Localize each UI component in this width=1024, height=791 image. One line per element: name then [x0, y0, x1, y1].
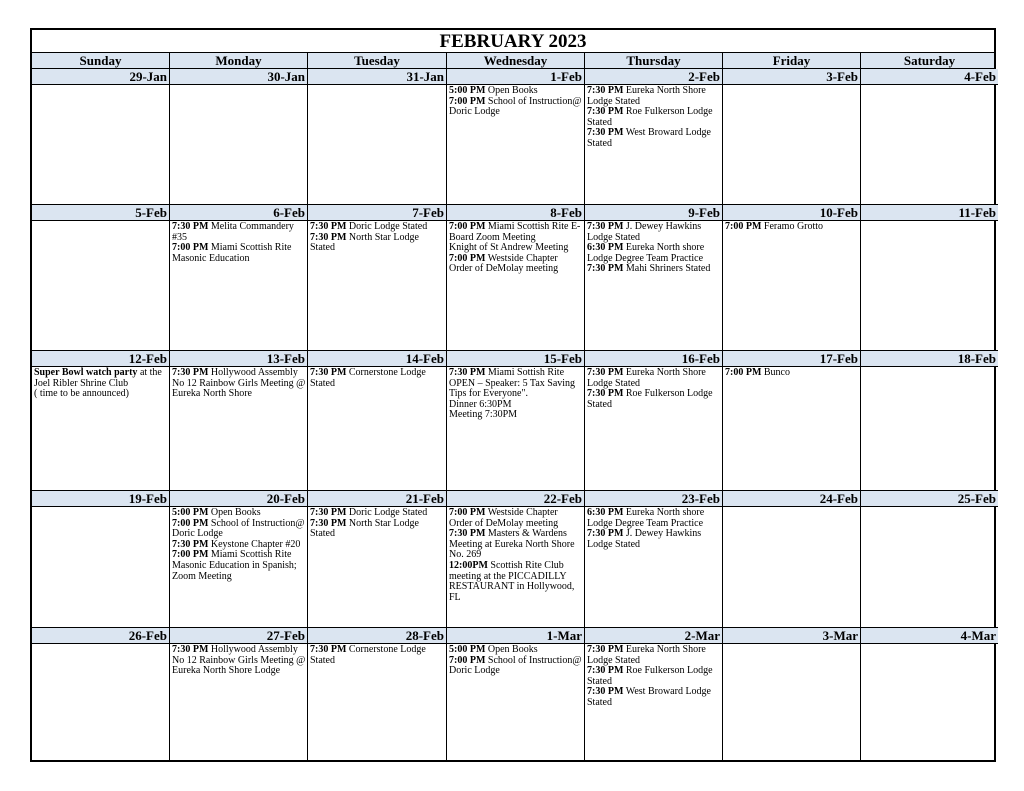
day-cell[interactable] — [447, 491, 585, 628]
day-cell[interactable] — [861, 351, 998, 491]
day-events — [585, 85, 722, 150]
event-item — [172, 243, 306, 264]
day-events — [170, 644, 307, 677]
day-cell[interactable] — [170, 205, 308, 351]
event-text: Roe Fulkerson Lodge Stated — [587, 665, 713, 687]
day-date: 27-Feb — [170, 628, 307, 644]
event-time: 7:30 PM — [587, 221, 624, 232]
event-item — [587, 529, 721, 550]
event-text: Hollywood Assembly No 12 Rainbow Girls Meeting @ Eureka North Shore — [172, 367, 306, 400]
event-time: 5:00 PM — [449, 644, 486, 655]
day-date: 16-Feb — [585, 351, 722, 367]
day-events — [32, 85, 169, 86]
weekday-wednesday: Wednesday — [447, 53, 585, 68]
event-item — [449, 222, 583, 243]
event-text: Knight of St Andrew Meeting — [449, 242, 569, 254]
event-item — [310, 233, 445, 254]
week-row — [32, 69, 994, 205]
event-text: Bunco — [761, 367, 790, 378]
event-item — [449, 656, 583, 677]
event-time: 7:30 PM — [310, 644, 347, 655]
day-date: 4-Feb — [861, 69, 998, 85]
weekday-saturday: Saturday — [903, 53, 956, 68]
day-cell[interactable] — [170, 351, 308, 491]
event-item — [449, 508, 583, 529]
event-time: 7:30 PM — [310, 367, 347, 378]
week-row — [32, 351, 994, 491]
week-row — [32, 628, 994, 762]
event-time: 6:30 PM — [587, 507, 624, 518]
event-text: West Broward Lodge Stated — [587, 686, 711, 708]
event-time: 7:30 PM — [172, 644, 209, 655]
event-item — [449, 529, 583, 561]
day-events — [723, 85, 860, 86]
day-events — [585, 644, 722, 709]
day-cell[interactable] — [723, 205, 861, 351]
day-date: 23-Feb — [585, 491, 722, 507]
event-text: Eureka North shore Lodge Degree Team Practice — [587, 507, 705, 529]
day-events — [170, 507, 307, 582]
event-text: North Star Lodge Stated — [310, 517, 419, 540]
event-time: 7:00 PM — [449, 221, 486, 232]
day-cell[interactable] — [585, 69, 723, 205]
event-time: 7:00 PM — [449, 654, 486, 666]
event-time: 7:00 PM — [725, 367, 762, 378]
event-time: 7:00 PM — [172, 549, 209, 561]
weekday-header-row — [32, 53, 994, 69]
event-text: Miami Scottish Rite Masonic Education — [172, 242, 292, 264]
day-cell[interactable] — [723, 69, 861, 205]
event-item — [587, 264, 721, 275]
day-events — [308, 367, 446, 389]
day-date: 30-Jan — [170, 69, 307, 85]
event-text: Doric Lodge Stated — [346, 221, 428, 232]
day-date: 26-Feb — [32, 628, 169, 644]
day-events — [170, 221, 307, 264]
day-cell[interactable] — [32, 69, 170, 205]
day-events — [447, 367, 584, 421]
day-events — [723, 507, 860, 508]
day-date: 18-Feb — [861, 351, 998, 367]
day-cell[interactable] — [308, 628, 447, 762]
day-cell[interactable] — [170, 628, 308, 762]
event-text: Dinner 6:30PM — [449, 398, 512, 410]
event-text: ( time to be announced) — [34, 388, 129, 400]
day-date: 25-Feb — [861, 491, 998, 507]
event-time: 5:00 PM — [449, 85, 486, 96]
day-events — [308, 85, 446, 86]
event-item — [449, 97, 583, 118]
day-cell[interactable] — [32, 205, 170, 351]
event-time: 7:30 PM — [449, 528, 486, 540]
weekday-sunday: Sunday — [32, 53, 170, 68]
day-cell[interactable] — [861, 628, 998, 762]
event-item — [587, 128, 721, 149]
day-date: 21-Feb — [308, 491, 446, 507]
event-text: J. Dewey Hawkins Lodge Stated — [587, 221, 702, 243]
event-time: 7:00 PM — [449, 507, 486, 518]
event-item — [587, 508, 721, 529]
event-time: 7:00 PM — [172, 517, 209, 529]
event-time: 7:30 PM — [172, 221, 209, 232]
event-text: Meeting 7:30PM — [449, 409, 518, 421]
day-date: 8-Feb — [447, 205, 584, 221]
event-text: Westside Chapter Order of DeMolay meeting — [449, 252, 559, 275]
event-text: Hollywood Assembly No 12 Rainbow Girls Meeting @ Eureka North Shore Lodge — [172, 644, 306, 677]
day-events — [170, 367, 307, 400]
event-time: 7:30 PM — [172, 367, 209, 378]
day-events — [447, 507, 584, 603]
day-events — [32, 221, 169, 222]
event-text: North Star Lodge Stated — [310, 231, 419, 254]
event-item — [587, 107, 721, 128]
event-item — [725, 222, 859, 233]
event-text: Miami Scottish Rite E-Board Zoom Meeting — [449, 221, 581, 243]
day-date: 14-Feb — [308, 351, 446, 367]
event-text: Roe Fulkerson Lodge Stated — [587, 106, 713, 128]
day-events — [585, 221, 722, 275]
day-date: 13-Feb — [170, 351, 307, 367]
event-item — [587, 86, 721, 107]
event-text: Feramo Grotto — [761, 221, 824, 232]
event-text: School of Instruction@ Doric Lodge — [172, 517, 305, 540]
event-text: Eureka North shore Lodge Degree Team Practice — [587, 242, 705, 264]
event-time: 7:30 PM — [587, 665, 624, 677]
event-item — [449, 561, 583, 603]
event-item — [587, 687, 721, 708]
event-text: Eureka North Shore Lodge Stated — [587, 85, 706, 107]
day-date: 7-Feb — [308, 205, 446, 221]
day-cell[interactable] — [585, 628, 723, 762]
event-time: 7:30 PM — [587, 686, 624, 698]
event-text: Cornerstone Lodge Stated — [310, 367, 426, 389]
event-text: Mahi Shriners Stated — [623, 263, 711, 275]
event-time: 7:00 PM — [172, 242, 209, 254]
week-row — [32, 491, 994, 628]
day-date: 17-Feb — [723, 351, 860, 367]
day-events — [861, 644, 998, 645]
day-cell[interactable] — [308, 351, 447, 491]
day-events — [861, 85, 998, 86]
event-item — [172, 519, 306, 540]
event-time: Super Bowl watch party — [34, 367, 138, 378]
event-item — [587, 666, 721, 687]
day-events — [861, 221, 998, 222]
day-date: 9-Feb — [585, 205, 722, 221]
day-cell[interactable] — [447, 628, 585, 762]
event-item — [172, 222, 306, 243]
day-cell[interactable] — [447, 205, 585, 351]
day-cell[interactable] — [32, 491, 170, 628]
day-date: 1-Feb — [447, 69, 584, 85]
event-time: 7:00 PM — [725, 221, 762, 232]
day-cell[interactable] — [32, 351, 170, 491]
day-cell[interactable] — [861, 69, 998, 205]
event-item — [587, 243, 721, 264]
day-date: 29-Jan — [32, 69, 169, 85]
day-cell[interactable] — [308, 205, 447, 351]
day-cell[interactable] — [585, 491, 723, 628]
event-time: 7:30 PM — [310, 221, 347, 232]
event-text: Keystone Chapter #20 — [208, 538, 301, 550]
event-time: 5:00 PM — [172, 507, 209, 518]
calendar — [30, 28, 996, 762]
day-events — [447, 221, 584, 275]
event-item — [587, 645, 721, 666]
day-events — [723, 221, 860, 233]
day-cell[interactable] — [447, 351, 585, 491]
event-time: 7:30 PM — [172, 538, 209, 550]
day-date: 20-Feb — [170, 491, 307, 507]
event-text: Open Books — [485, 85, 538, 96]
day-events — [32, 644, 169, 645]
event-text: J. Dewey Hawkins Lodge Stated — [587, 528, 702, 550]
event-text: School of Instruction@ Doric Lodge — [449, 654, 582, 677]
day-events — [723, 644, 860, 645]
event-time: 7:30 PM — [587, 106, 624, 118]
event-text: Miami Scottish Rite Masonic Education in Spanish; Zoom Meeting — [172, 549, 297, 582]
day-cell[interactable] — [32, 628, 170, 762]
event-text: Scottish Rite Club meeting at the PICCADILLY RESTAURANT in Hollywood, FL — [449, 559, 575, 603]
day-events — [585, 367, 722, 410]
day-cell[interactable] — [861, 205, 998, 351]
day-date: 19-Feb — [32, 491, 169, 507]
event-item — [587, 389, 721, 410]
day-events — [32, 367, 169, 400]
day-cell[interactable] — [308, 491, 447, 628]
day-date: 3-Mar — [723, 628, 860, 644]
event-text: at the Joel Ribler Shrine Club — [34, 367, 162, 389]
day-date: 2-Feb — [585, 69, 722, 85]
event-text: Melita Commandery #35 — [172, 221, 294, 243]
event-item — [449, 368, 583, 400]
event-text: Open Books — [208, 507, 261, 518]
event-time: 7:30 PM — [587, 263, 624, 275]
day-date: 11-Feb — [861, 205, 998, 221]
day-events — [861, 507, 998, 508]
event-item — [725, 368, 859, 379]
day-events — [308, 221, 446, 254]
day-events — [723, 367, 860, 379]
event-time: 7:30 PM — [587, 528, 624, 540]
day-cell[interactable] — [723, 351, 861, 491]
day-date: 6-Feb — [170, 205, 307, 221]
event-item — [310, 368, 445, 389]
event-time: 7:30 PM — [449, 367, 486, 378]
event-time: 7:00 PM — [449, 252, 486, 264]
event-text: School of Instruction@ Doric Lodge — [449, 95, 582, 118]
event-text: Eureka North Shore Lodge Stated — [587, 644, 706, 666]
day-date: 28-Feb — [308, 628, 446, 644]
calendar-title: FEBRUARY 2023 — [32, 30, 994, 53]
event-time: 6:30 PM — [587, 242, 624, 254]
event-time: 7:30 PM — [587, 85, 624, 96]
day-events — [861, 367, 998, 368]
event-time: 7:30 PM — [587, 388, 624, 400]
event-time: 7:30 PM — [587, 367, 624, 378]
day-cell[interactable] — [308, 69, 447, 205]
day-cell[interactable] — [447, 69, 585, 205]
event-text: Roe Fulkerson Lodge Stated — [587, 388, 713, 410]
event-text: Open Books — [485, 644, 538, 655]
event-item — [34, 368, 168, 389]
day-date: 22-Feb — [447, 491, 584, 507]
day-cell[interactable] — [861, 491, 998, 628]
event-item — [449, 410, 583, 421]
day-date: 10-Feb — [723, 205, 860, 221]
event-item — [310, 645, 445, 666]
event-item — [172, 550, 306, 582]
event-text: Eureka North Shore Lodge Stated — [587, 367, 706, 389]
event-time: 12:00PM — [449, 559, 488, 571]
day-cell[interactable] — [585, 351, 723, 491]
weekday-friday: Friday — [723, 53, 861, 68]
event-time: 7:30 PM — [310, 231, 347, 243]
event-text: Miami Sottish Rite OPEN – Speaker: 5 Tax Saving Tips for Everyone". — [449, 367, 576, 400]
day-date: 4-Mar — [861, 628, 998, 644]
day-events — [32, 507, 169, 508]
event-text: Westside Chapter Order of DeMolay meeting — [449, 507, 559, 529]
event-text: West Broward Lodge Stated — [587, 127, 711, 149]
day-date: 3-Feb — [723, 69, 860, 85]
day-date: 1-Mar — [447, 628, 584, 644]
day-cell[interactable] — [723, 491, 861, 628]
event-item — [34, 389, 168, 400]
week-row — [32, 205, 994, 351]
event-time: 7:30 PM — [587, 127, 624, 139]
day-events — [585, 507, 722, 550]
event-time: 7:30 PM — [310, 517, 347, 529]
event-item — [172, 645, 306, 677]
day-cell[interactable] — [585, 205, 723, 351]
weekday-tuesday: Tuesday — [308, 53, 447, 68]
day-events — [308, 644, 446, 666]
day-date: 12-Feb — [32, 351, 169, 367]
event-time: 7:30 PM — [587, 644, 624, 655]
day-events — [447, 644, 584, 677]
event-item — [449, 254, 583, 275]
weekday-thursday: Thursday — [585, 53, 723, 68]
day-date: 24-Feb — [723, 491, 860, 507]
event-time: 7:00 PM — [449, 95, 486, 107]
day-date: 5-Feb — [32, 205, 169, 221]
day-cell[interactable] — [170, 491, 308, 628]
day-events — [447, 85, 584, 118]
event-time: 7:30 PM — [310, 507, 347, 518]
event-item — [172, 368, 306, 400]
event-item — [310, 519, 445, 540]
day-cell[interactable] — [723, 628, 861, 762]
day-date: 31-Jan — [308, 69, 446, 85]
event-item — [587, 222, 721, 243]
event-text: Masters & Wardens Meeting at Eureka North Shore No. 269 — [449, 528, 575, 561]
day-events — [308, 507, 446, 540]
weekday-monday: Monday — [170, 53, 308, 68]
day-cell[interactable] — [170, 69, 308, 205]
event-text: Cornerstone Lodge Stated — [310, 644, 426, 666]
day-date: 15-Feb — [447, 351, 584, 367]
day-events — [170, 85, 307, 86]
event-text: Doric Lodge Stated — [346, 507, 428, 518]
day-date: 2-Mar — [585, 628, 722, 644]
event-item — [587, 368, 721, 389]
